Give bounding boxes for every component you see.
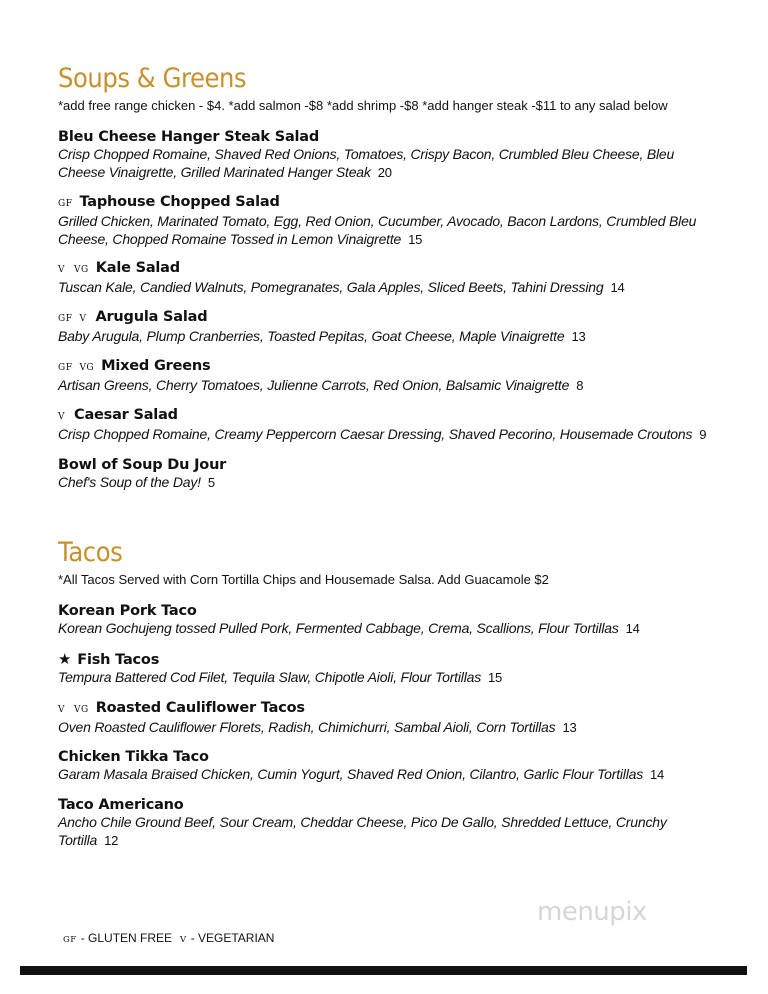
item-price: 8 xyxy=(576,378,584,393)
legend-gf-label: - GLUTEN FREE xyxy=(80,931,173,945)
menu-item-chicken-tikka-taco xyxy=(58,748,718,784)
item-name: ★ Fish Tacos xyxy=(58,650,160,668)
item-description: Tempura Battered Cod Filet, Tequila Slaw, Chipotle Aioli, Flour Tortillas 15 xyxy=(58,669,503,685)
vegetarian-tag: V xyxy=(58,412,65,422)
vegetarian-tag: V xyxy=(58,705,65,715)
section-title-soups: Soups & Greens xyxy=(58,63,247,94)
item-description: Chef's Soup of the Day! 5 xyxy=(58,474,215,490)
item-price: 14 xyxy=(610,280,625,295)
dietary-legend xyxy=(63,931,274,947)
item-price: 12 xyxy=(104,832,119,848)
soups-addon-note: *add free range chicken - $4. *add salmon -$8 *add shrimp -$8 *add hanger steak -$11 to any salad below xyxy=(58,98,668,113)
item-name: GF Taphouse Chopped Salad xyxy=(58,193,718,213)
item-price: 5 xyxy=(207,475,215,490)
footer-bar xyxy=(20,966,747,975)
item-price: 13 xyxy=(562,720,577,735)
menu-item-mixed-greens xyxy=(58,357,718,395)
item-name: V VG Kale Salad xyxy=(58,259,718,279)
item-name: V VG Roasted Cauliflower Tacos xyxy=(58,699,718,719)
item-price: 13 xyxy=(571,329,586,344)
item-description: Tuscan Kale, Candied Walnuts, Pomegranates, Gala Apples, Sliced Beets, Tahini Dressing 14 xyxy=(58,279,625,295)
gluten-free-tag: GF xyxy=(58,199,73,209)
vegan-tag: VG xyxy=(74,265,89,275)
menupix-watermark: menupix xyxy=(537,897,647,927)
item-name: Korean Pork Taco xyxy=(58,603,197,619)
item-name: Bowl of Soup Du Jour xyxy=(58,457,227,473)
item-price: 15 xyxy=(488,670,503,685)
vegetarian-tag: V xyxy=(79,314,87,324)
item-description: Crisp Chopped Romaine, Creamy Peppercorn Caesar Dressing, Shaved Pecorino, Housemade Croutons 9 xyxy=(58,426,707,442)
menu-item-arugula-salad xyxy=(58,308,718,346)
item-price: 14 xyxy=(625,621,640,636)
item-description: Grilled Chicken, Marinated Tomato, Egg, Red Onion, Cucumber, Avocado, Bacon Lardons, Crumbled Bleu Cheese, Chopped Romaine Tossed in Lemon Vinaigrette 15 xyxy=(58,213,697,247)
item-description: Crisp Chopped Romaine, Shaved Red Onions, Tomatoes, Crispy Bacon, Crumbled Bleu Cheese, Bleu Cheese Vinaigrette, Grilled Marinated Hanger Steak 20 xyxy=(58,146,675,180)
vegan-tag: VG xyxy=(74,705,89,715)
menu-item-bleu-cheese-hanger-steak-salad xyxy=(58,128,718,181)
item-price: 15 xyxy=(408,231,423,247)
item-name: GF VG Mixed Greens xyxy=(58,357,718,377)
item-description: Garam Masala Braised Chicken, Cumin Yogurt, Shaved Red Onion, Cilantro, Garlic Flour Tortillas 14 xyxy=(58,766,665,782)
item-name: Bleu Cheese Hanger Steak Salad xyxy=(58,129,320,145)
menu-item-roasted-cauliflower-tacos xyxy=(58,699,718,737)
tacos-note: *All Tacos Served with Corn Tortilla Chips and Housemade Salsa. Add Guacamole $2 xyxy=(58,572,549,587)
gluten-free-tag: GF xyxy=(58,363,73,373)
item-price: 20 xyxy=(377,164,392,180)
item-description: Ancho Chile Ground Beef, Sour Cream, Cheddar Cheese, Pico De Gallo, Shredded Lettuce, Crunchy Tortilla 12 xyxy=(58,814,667,848)
menu-item-kale-salad xyxy=(58,259,718,297)
item-name: GF V Arugula Salad xyxy=(58,308,718,328)
legend-v-tag: V xyxy=(180,935,187,945)
item-name: V Caesar Salad xyxy=(58,406,718,426)
legend-v-label: - VEGETARIAN xyxy=(190,931,275,945)
menu-item-korean-pork-taco xyxy=(58,602,718,638)
item-description: Korean Gochujeng tossed Pulled Pork, Fermented Cabbage, Crema, Scallions, Flour Tortillas 14 xyxy=(58,620,640,636)
menu-item-fish-tacos xyxy=(58,650,718,687)
vegan-tag: VG xyxy=(79,363,95,373)
gluten-free-tag: GF xyxy=(58,314,73,324)
item-description: Baby Arugula, Plump Cranberries, Toasted Pepitas, Goat Cheese, Maple Vinaigrette 13 xyxy=(58,328,586,344)
menu-item-taphouse-chopped-salad xyxy=(58,193,718,248)
menu-item-bowl-of-soup xyxy=(58,456,718,492)
item-name: Taco Americano xyxy=(58,797,184,813)
item-name: Chicken Tikka Taco xyxy=(58,749,209,765)
vegetarian-tag: V xyxy=(58,265,65,275)
legend-gf-tag: GF xyxy=(63,935,77,945)
section-title-tacos: Tacos xyxy=(58,537,123,568)
item-price: 9 xyxy=(699,427,707,442)
item-price: 14 xyxy=(650,767,665,782)
item-description: Artisan Greens, Cherry Tomatoes, Julienne Carrots, Red Onion, Balsamic Vinaigrette 8 xyxy=(58,377,584,393)
menu-item-caesar-salad xyxy=(58,406,718,444)
star-icon: ★ xyxy=(58,650,72,668)
item-description: Oven Roasted Cauliflower Florets, Radish, Chimichurri, Sambal Aioli, Corn Tortillas 13 xyxy=(58,719,577,735)
menu-item-taco-americano xyxy=(58,796,718,849)
